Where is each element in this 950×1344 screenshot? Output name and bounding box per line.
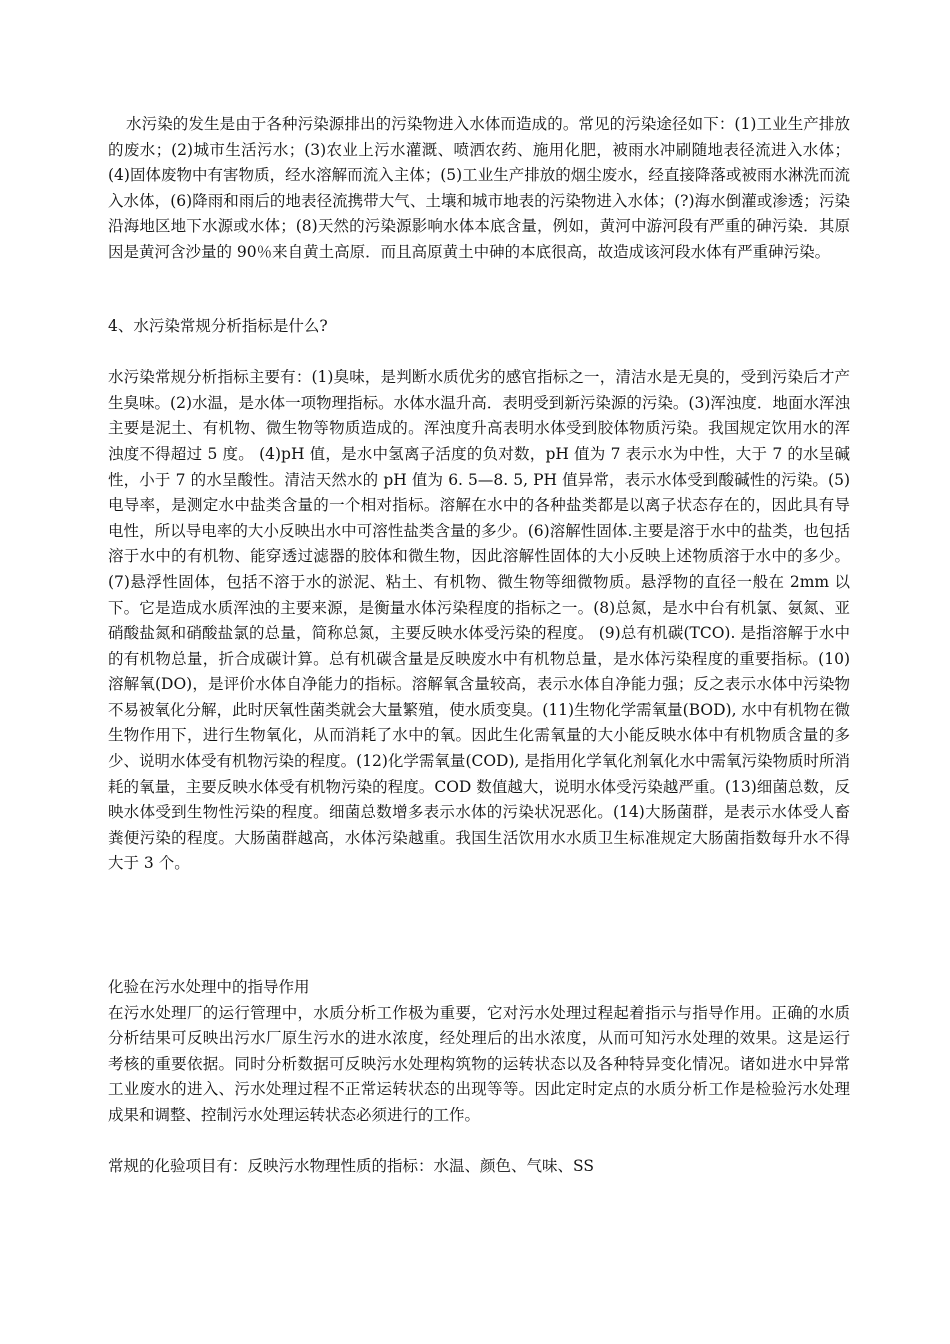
routine-items-line: 常规的化验项目有：反映污水物理性质的指标：水温、颜色、气味、SS [108,1156,594,1175]
document-body [108,112,850,1179]
question-heading: 4、水污染常规分析指标是什么? [108,316,328,335]
section-paragraph: 在污水处理厂的运行管理中，水质分析工作极为重要，它对污水处理过程起着指示与指导作用。正确的水质分析结果可反映出污水厂原生污水的进水浓度，经处理后的出水浓度，从而可知污水处理的效果。这是运行考核的重要依据。同时分析数据可反映污水处理构筑物的运转状态以及各种特异变化情况。诸如进水中异常工业废水的进入、污水处理过程不正常运转状态的出现等等。因此定时定点的水质分析工作是检验污水处理成果和调整、控制污水处理运转状态必须进行的工作。 [108,1003,850,1124]
section-title: 化验在污水处理中的指导作用 [108,978,310,997]
intro-paragraph: 水污染的发生是由于各种污染源排出的污染物进入水体而造成的。常见的污染途径如下：(1)工业生产排放的废水；(2)城市生活污水；(3)农业上污水灌溉、喷洒农药、施用化肥，被雨水冲刷随地表径流进入水体；(4)固体废物中有害物质，经水溶解而流入主体；(5)工业生产排放的烟尘废水，经直接降落或被雨水淋洗而流入水体，(6)降雨和雨后的地表径流携带大气、土壤和城市地表的污染物进入水体；(?)海水倒灌或渗透；污染沿海地区地下水源或水体；(8)天然的污染源影响水体本底含量，例如，黄河中游河段有严重的砷污染．其原因是黄河含沙量的 90％来自黄土高原．而且高原黄土中砷的本底很高，故造成该河段水体有严重砷污染。 [108,115,850,261]
indicators-paragraph: 水污染常规分析指标主要有：(1)臭味，是判断水质优劣的感官指标之一，清洁水是无臭的，受到污染后才产生臭味。(2)水温，是水体一项物理指标。水体水温升高．表明受到新污染源的污染。(3)浑浊度．地面水浑浊主要是泥土、有机物、微生物等物质造成的。浑浊度升高表明水体受到胶体物质污染。我国规定饮用水的浑浊度不得超过 5 度。 (4)pH 值，是水中氢离子活度的负对数，pH 值为 7 表示水为中性，大于 7 的水呈碱性，小于 7 的水呈酸性。清洁天然水的 pH 值为 6. 5—8. 5, PH 值异常，表示水体受到酸碱性的污染。(5)电导率，是测定水中盐类含量的一个相对指标。溶解在水中的各种盐类都是以离子状态存在的，因此具有导电性，所以导电率的大小反映出水中可溶性盐类含量的多少。(6)溶解性固体.主要是溶于水中的盐类，也包括溶于水中的有机物、能穿透过滤器的胶体和微生物，因此溶解性固体的大小反映上述物质溶于水中的多少。(7)悬浮性固体，包括不溶于水的淤泥、粘土、有机物、微生物等细微物质。悬浮物的直径一般在 2mm 以下。它是造成水质浑浊的主要来源，是衡量水体污染程度的指标之一。(8)总氮，是水中台有机氯、氨氮、亚硝酸盐氮和硝酸盐氯的总量，简称总氮，主要反映水体受污染的程度。 (9)总有机碳(TCO). 是指溶解于水中的有机物总量，折合成碳计算。总有机碳含量是反映废水中有机物总量，是水体污染程度的重要指标。(10)溶解氧(DO)，是评价水体自净能力的指标。溶解氧含量较高，表示水体自净能力强；反之表示水体中污染物不易被氧化分解，此时厌氧性菌类就会大量繁殖，使水质变臭。(11)生物化学需氧量(BOD), 水中有机物在微生物作用下，进行生物氧化，从而消耗了水中的氧。因此生化需氧量的大小能反映水体中有机物质含量的多少、说明水体受有机物污染的程度。(12)化学需氧量(COD), 是指用化学氧化剂氧化水中需氧污染物质时所消耗的氧量，主要反映水体受有机物污染的程度。COD 数值越大，说明水体受污染越严重。(13)细菌总数，反映水体受到生物性污染的程度。细菌总数增多表示水体的污染状况恶化。(14)大肠菌群，是表示水体受人畜粪便污染的程度。大肠菌群越高，水体污染越重。我国生活饮用水水质卫生标准规定大肠菌指数每升水不得大于 3 个。 [108,368,850,873]
